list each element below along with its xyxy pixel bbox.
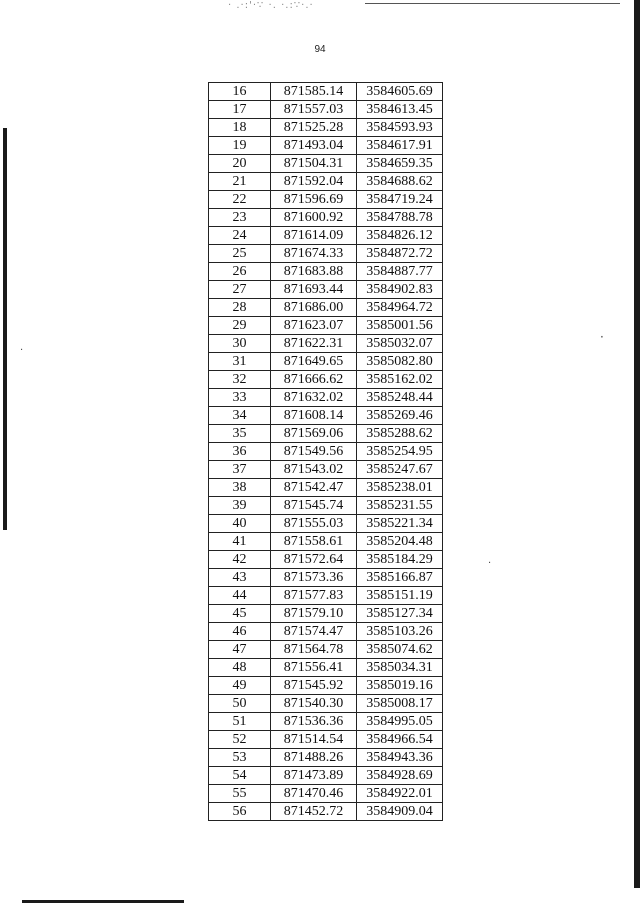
point-number-cell: 22 — [209, 191, 271, 209]
table-row — [209, 551, 443, 569]
scan-noise: · .·:'·∵ ·. ·.:∵·.· — [228, 0, 314, 11]
x-coordinate-cell: 871549.56 — [271, 443, 357, 461]
x-coordinate-cell: 871632.02 — [271, 389, 357, 407]
y-coordinate-cell: 3584964.72 — [357, 299, 443, 317]
point-number-cell: 49 — [209, 677, 271, 695]
x-coordinate-cell: 871452.72 — [271, 803, 357, 821]
x-coordinate-cell: 871470.46 — [271, 785, 357, 803]
y-coordinate-cell: 3584922.01 — [357, 785, 443, 803]
x-coordinate-cell: 871649.65 — [271, 353, 357, 371]
point-number-cell: 41 — [209, 533, 271, 551]
y-coordinate-cell: 3584943.36 — [357, 749, 443, 767]
x-coordinate-cell: 871473.89 — [271, 767, 357, 785]
point-number-cell: 18 — [209, 119, 271, 137]
coordinate-table — [208, 82, 443, 821]
point-number-cell: 48 — [209, 659, 271, 677]
y-coordinate-cell: 3585008.17 — [357, 695, 443, 713]
table-row — [209, 461, 443, 479]
scan-speck: · — [20, 345, 24, 356]
scan-edge-bottom — [22, 900, 184, 903]
table-row — [209, 713, 443, 731]
y-coordinate-cell: 3584826.12 — [357, 227, 443, 245]
table-row — [209, 731, 443, 749]
point-number-cell: 34 — [209, 407, 271, 425]
y-coordinate-cell: 3585238.01 — [357, 479, 443, 497]
scan-speck: · — [488, 558, 492, 569]
table-row — [209, 227, 443, 245]
point-number-cell: 25 — [209, 245, 271, 263]
point-number-cell: 19 — [209, 137, 271, 155]
table-row — [209, 263, 443, 281]
point-number-cell: 44 — [209, 587, 271, 605]
point-number-cell: 35 — [209, 425, 271, 443]
y-coordinate-cell: 3584719.24 — [357, 191, 443, 209]
table-row — [209, 497, 443, 515]
x-coordinate-cell: 871600.92 — [271, 209, 357, 227]
y-coordinate-cell: 3584966.54 — [357, 731, 443, 749]
y-coordinate-cell: 3585184.29 — [357, 551, 443, 569]
y-coordinate-cell: 3584995.05 — [357, 713, 443, 731]
x-coordinate-cell: 871542.47 — [271, 479, 357, 497]
y-coordinate-cell: 3585254.95 — [357, 443, 443, 461]
table-row — [209, 803, 443, 821]
point-number-cell: 51 — [209, 713, 271, 731]
point-number-cell: 43 — [209, 569, 271, 587]
y-coordinate-cell: 3584605.69 — [357, 83, 443, 101]
scan-edge-right — [634, 0, 640, 888]
x-coordinate-cell: 871555.03 — [271, 515, 357, 533]
point-number-cell: 40 — [209, 515, 271, 533]
table-row — [209, 749, 443, 767]
table-row — [209, 317, 443, 335]
table-row — [209, 209, 443, 227]
x-coordinate-cell: 871614.09 — [271, 227, 357, 245]
table-row — [209, 389, 443, 407]
y-coordinate-cell: 3585103.26 — [357, 623, 443, 641]
y-coordinate-cell: 3585247.67 — [357, 461, 443, 479]
y-coordinate-cell: 3584659.35 — [357, 155, 443, 173]
table-row — [209, 785, 443, 803]
x-coordinate-cell: 871693.44 — [271, 281, 357, 299]
y-coordinate-cell: 3585074.62 — [357, 641, 443, 659]
x-coordinate-cell: 871558.61 — [271, 533, 357, 551]
x-coordinate-cell: 871572.64 — [271, 551, 357, 569]
point-number-cell: 31 — [209, 353, 271, 371]
table-row — [209, 371, 443, 389]
x-coordinate-cell: 871488.26 — [271, 749, 357, 767]
point-number-cell: 26 — [209, 263, 271, 281]
point-number-cell: 46 — [209, 623, 271, 641]
y-coordinate-cell: 3585166.87 — [357, 569, 443, 587]
coordinate-table-body — [209, 83, 443, 821]
table-row — [209, 119, 443, 137]
x-coordinate-cell: 871493.04 — [271, 137, 357, 155]
y-coordinate-cell: 3585032.07 — [357, 335, 443, 353]
point-number-cell: 20 — [209, 155, 271, 173]
x-coordinate-cell: 871585.14 — [271, 83, 357, 101]
x-coordinate-cell: 871577.83 — [271, 587, 357, 605]
point-number-cell: 16 — [209, 83, 271, 101]
point-number-cell: 23 — [209, 209, 271, 227]
point-number-cell: 21 — [209, 173, 271, 191]
table-row — [209, 335, 443, 353]
y-coordinate-cell: 3585248.44 — [357, 389, 443, 407]
point-number-cell: 53 — [209, 749, 271, 767]
y-coordinate-cell: 3584688.62 — [357, 173, 443, 191]
x-coordinate-cell: 871564.78 — [271, 641, 357, 659]
table-row — [209, 533, 443, 551]
y-coordinate-cell: 3585151.19 — [357, 587, 443, 605]
y-coordinate-cell: 3584887.77 — [357, 263, 443, 281]
point-number-cell: 32 — [209, 371, 271, 389]
page-number: 94 — [314, 44, 326, 55]
point-number-cell: 29 — [209, 317, 271, 335]
point-number-cell: 45 — [209, 605, 271, 623]
y-coordinate-cell: 3585269.46 — [357, 407, 443, 425]
y-coordinate-cell: 3584872.72 — [357, 245, 443, 263]
table-row — [209, 137, 443, 155]
y-coordinate-cell: 3585288.62 — [357, 425, 443, 443]
point-number-cell: 39 — [209, 497, 271, 515]
point-number-cell: 33 — [209, 389, 271, 407]
table-row — [209, 407, 443, 425]
table-row — [209, 605, 443, 623]
x-coordinate-cell: 871536.36 — [271, 713, 357, 731]
x-coordinate-cell: 871514.54 — [271, 731, 357, 749]
table-row — [209, 569, 443, 587]
table-row — [209, 83, 443, 101]
table-row — [209, 281, 443, 299]
point-number-cell: 30 — [209, 335, 271, 353]
point-number-cell: 28 — [209, 299, 271, 317]
x-coordinate-cell: 871592.04 — [271, 173, 357, 191]
point-number-cell: 55 — [209, 785, 271, 803]
table-row — [209, 695, 443, 713]
scan-speck: · — [600, 330, 604, 344]
x-coordinate-cell: 871545.74 — [271, 497, 357, 515]
x-coordinate-cell: 871557.03 — [271, 101, 357, 119]
point-number-cell: 47 — [209, 641, 271, 659]
point-number-cell: 56 — [209, 803, 271, 821]
x-coordinate-cell: 871686.00 — [271, 299, 357, 317]
y-coordinate-cell: 3584617.91 — [357, 137, 443, 155]
y-coordinate-cell: 3585001.56 — [357, 317, 443, 335]
y-coordinate-cell: 3584788.78 — [357, 209, 443, 227]
y-coordinate-cell: 3584613.45 — [357, 101, 443, 119]
point-number-cell: 36 — [209, 443, 271, 461]
y-coordinate-cell: 3585019.16 — [357, 677, 443, 695]
x-coordinate-cell: 871504.31 — [271, 155, 357, 173]
point-number-cell: 54 — [209, 767, 271, 785]
y-coordinate-cell: 3585034.31 — [357, 659, 443, 677]
point-number-cell: 52 — [209, 731, 271, 749]
y-coordinate-cell: 3584902.83 — [357, 281, 443, 299]
x-coordinate-cell: 871622.31 — [271, 335, 357, 353]
table-row — [209, 425, 443, 443]
point-number-cell: 38 — [209, 479, 271, 497]
x-coordinate-cell: 871683.88 — [271, 263, 357, 281]
table-row — [209, 245, 443, 263]
x-coordinate-cell: 871608.14 — [271, 407, 357, 425]
table-row — [209, 659, 443, 677]
table-row — [209, 173, 443, 191]
x-coordinate-cell: 871540.30 — [271, 695, 357, 713]
x-coordinate-cell: 871579.10 — [271, 605, 357, 623]
table-row — [209, 191, 443, 209]
y-coordinate-cell: 3585204.48 — [357, 533, 443, 551]
table-row — [209, 587, 443, 605]
table-row — [209, 443, 443, 461]
x-coordinate-cell: 871574.47 — [271, 623, 357, 641]
table-row — [209, 641, 443, 659]
x-coordinate-cell: 871623.07 — [271, 317, 357, 335]
table-row — [209, 299, 443, 317]
y-coordinate-cell: 3585231.55 — [357, 497, 443, 515]
table-row — [209, 353, 443, 371]
x-coordinate-cell: 871666.62 — [271, 371, 357, 389]
point-number-cell: 27 — [209, 281, 271, 299]
table-row — [209, 623, 443, 641]
table-row — [209, 479, 443, 497]
table-row — [209, 515, 443, 533]
point-number-cell: 42 — [209, 551, 271, 569]
table-row — [209, 767, 443, 785]
table-row — [209, 677, 443, 695]
point-number-cell: 50 — [209, 695, 271, 713]
x-coordinate-cell: 871545.92 — [271, 677, 357, 695]
point-number-cell: 17 — [209, 101, 271, 119]
y-coordinate-cell: 3585082.80 — [357, 353, 443, 371]
point-number-cell: 24 — [209, 227, 271, 245]
y-coordinate-cell: 3584909.04 — [357, 803, 443, 821]
x-coordinate-cell: 871596.69 — [271, 191, 357, 209]
x-coordinate-cell: 871674.33 — [271, 245, 357, 263]
table-row — [209, 155, 443, 173]
x-coordinate-cell: 871525.28 — [271, 119, 357, 137]
table-row — [209, 101, 443, 119]
point-number-cell: 37 — [209, 461, 271, 479]
x-coordinate-cell: 871556.41 — [271, 659, 357, 677]
y-coordinate-cell: 3584928.69 — [357, 767, 443, 785]
x-coordinate-cell: 871569.06 — [271, 425, 357, 443]
y-coordinate-cell: 3585162.02 — [357, 371, 443, 389]
y-coordinate-cell: 3585127.34 — [357, 605, 443, 623]
scan-edge-left — [3, 128, 7, 530]
x-coordinate-cell: 871543.02 — [271, 461, 357, 479]
x-coordinate-cell: 871573.36 — [271, 569, 357, 587]
y-coordinate-cell: 3584593.93 — [357, 119, 443, 137]
scan-top-line — [365, 3, 620, 4]
y-coordinate-cell: 3585221.34 — [357, 515, 443, 533]
